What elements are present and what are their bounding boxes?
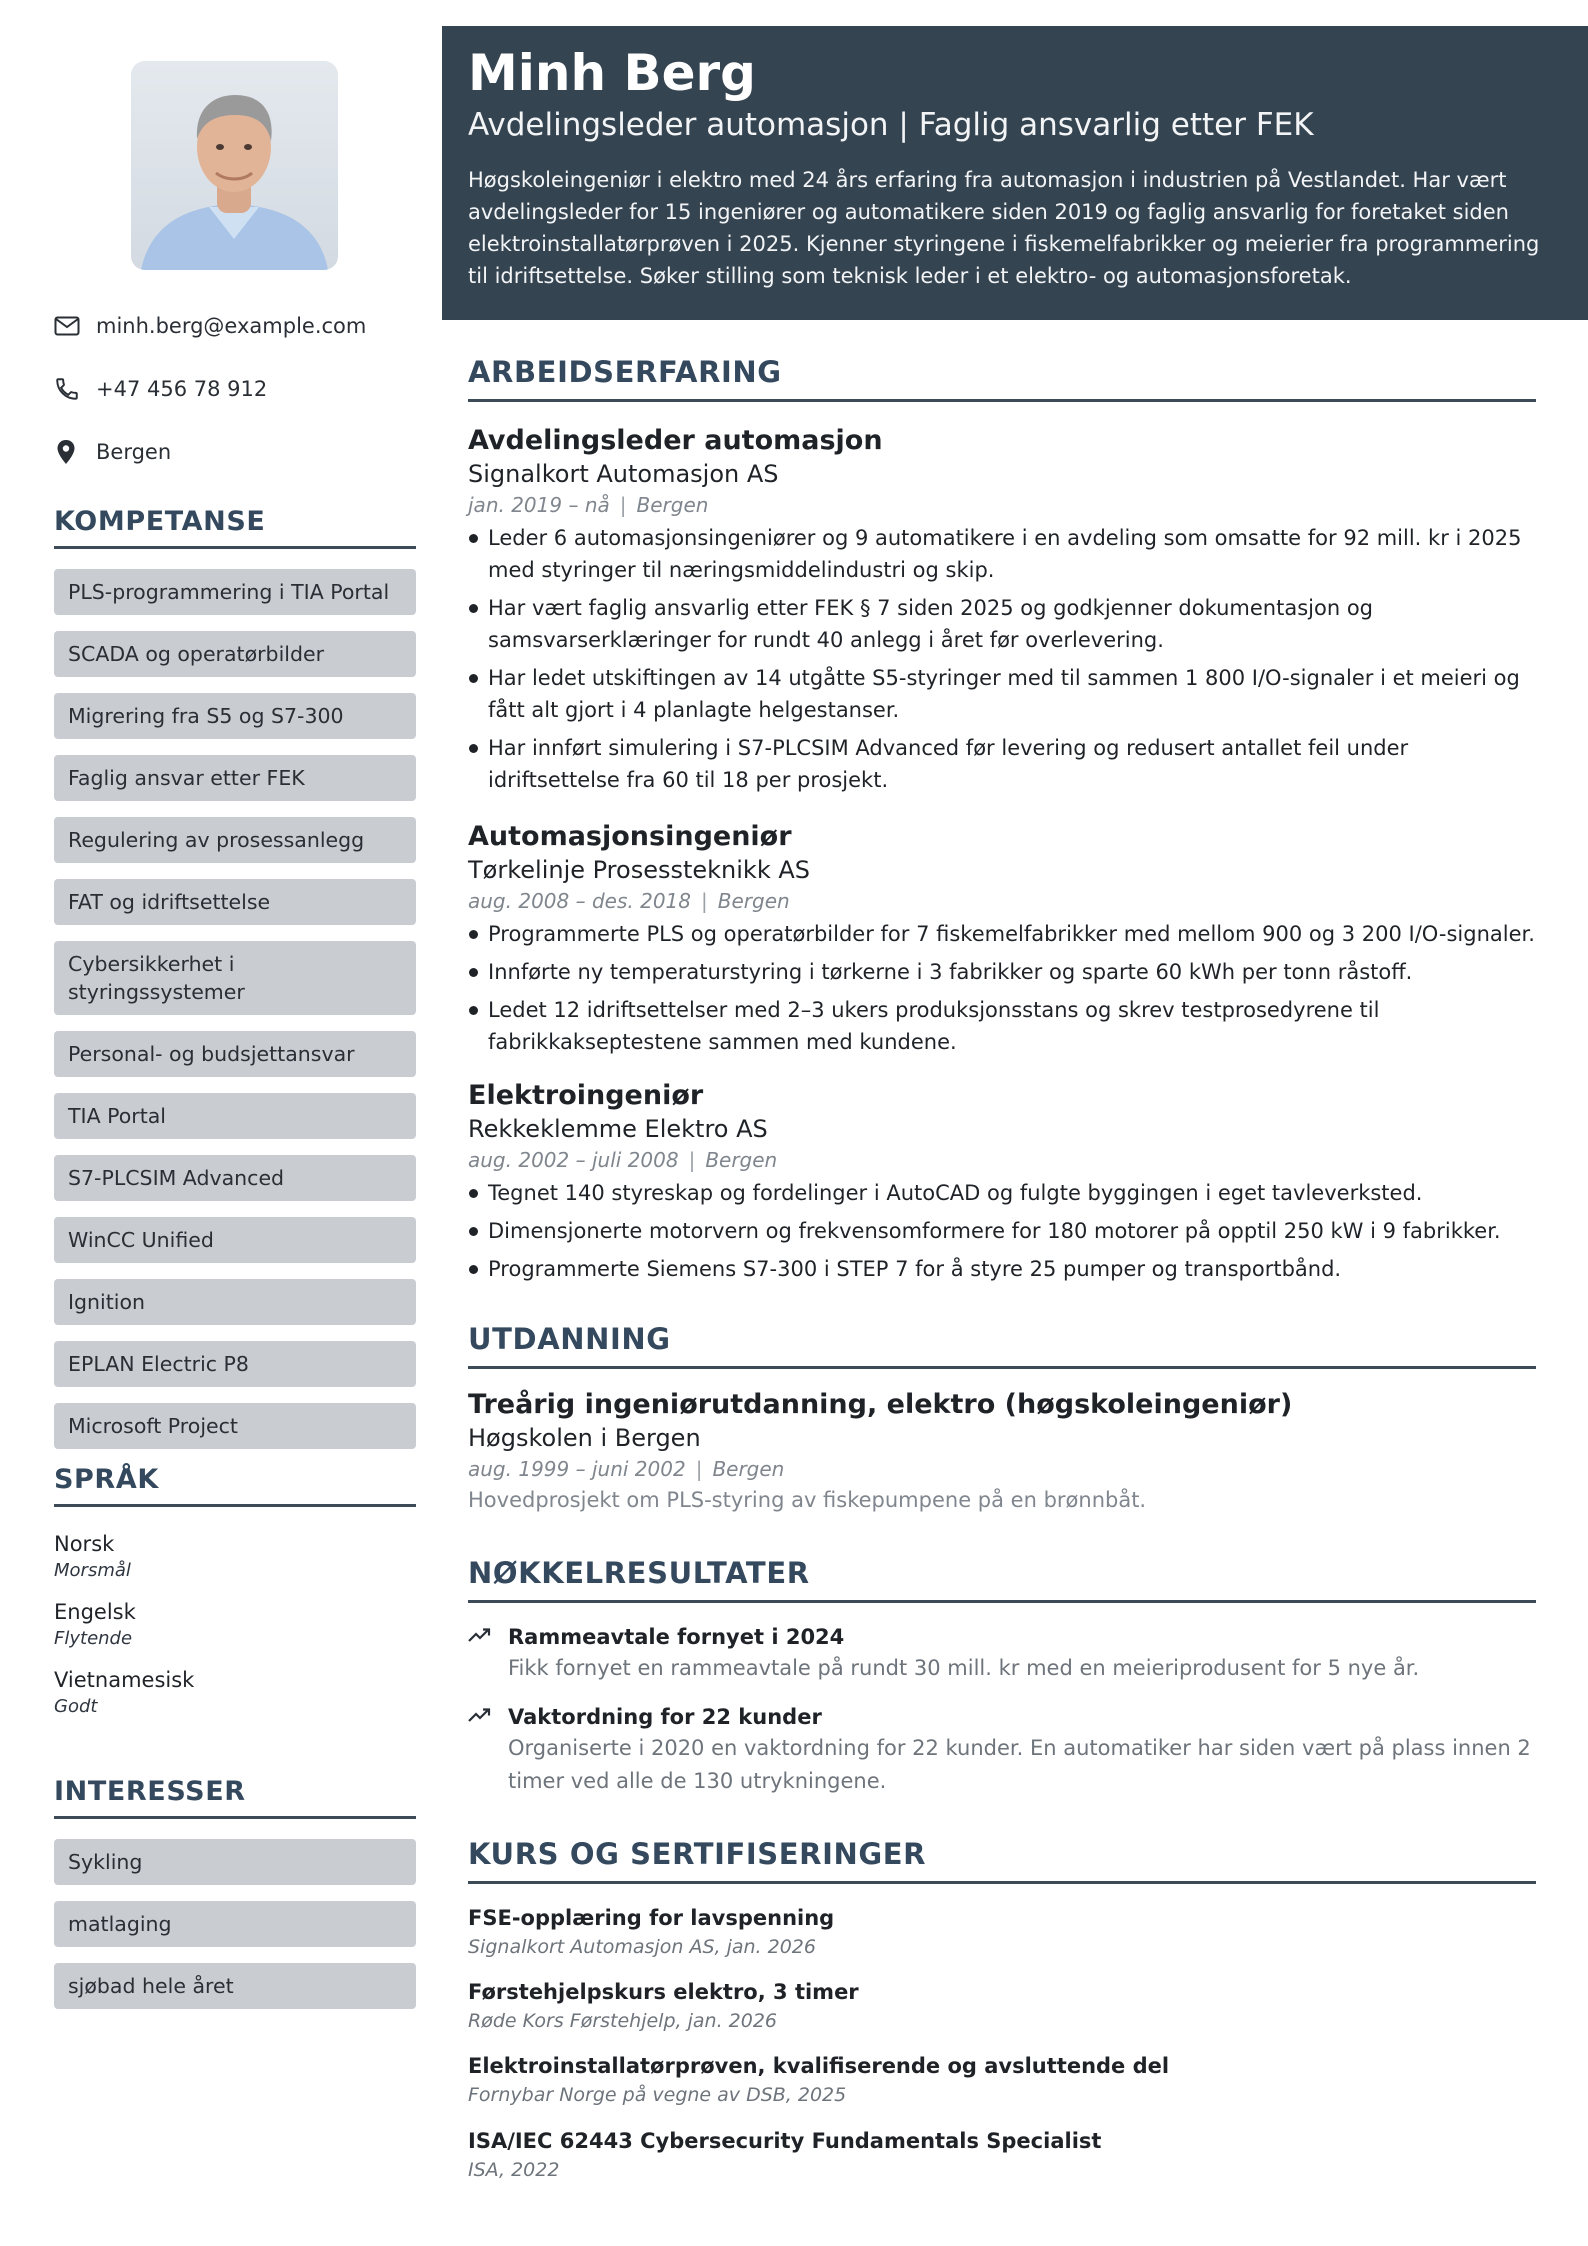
result-title: Rammeavtale fornyet i 2024 <box>508 1625 845 1649</box>
email-text: minh.berg@example.com <box>96 314 367 338</box>
interests-list <box>54 1839 416 2009</box>
certification-item <box>468 2126 1536 2184</box>
skill-chip: TIA Portal <box>54 1093 416 1139</box>
job-location: Bergen <box>705 1148 778 1172</box>
skill-chip: Personal- og budsjettansvar <box>54 1031 416 1077</box>
skills-section <box>54 506 416 1465</box>
job-period: aug. 2008 – des. 2018 <box>468 889 691 913</box>
certification-item <box>468 1977 1536 2035</box>
job-bullet: Programmerte Siemens S7-300 i STEP 7 for å styre 25 pumper og transportbånd. <box>468 1253 1536 1285</box>
interests-heading: INTERESSER <box>54 1776 416 1819</box>
result-description: Organiserte i 2020 en vaktordning for 22 kunder. En automatiker har siden vært på plass innen 2 timer ved alle de 130 utrykningene. <box>508 1736 1531 1793</box>
profile-photo <box>131 61 338 270</box>
job-bullet: Har ledet utskiftingen av 14 utgåtte S5-styringer med til sammen 1 800 I/O-signaler i et meieri og fått alt gjort i 4 planlagte helgestanser. <box>468 662 1536 726</box>
meta-separator: | <box>619 493 627 517</box>
job-period: jan. 2019 – nå <box>468 493 610 517</box>
location-pin-icon <box>54 438 96 466</box>
job-location: Bergen <box>717 889 790 913</box>
results-heading: NØKKELRESULTATER <box>468 1556 1536 1603</box>
job-company: Tørkelinje Prosessteknikk AS <box>468 856 811 884</box>
job-bullets <box>468 1177 1536 1285</box>
certification-meta: Røde Kors Førstehjelp, jan. 2026 <box>468 2010 778 2032</box>
job-bullet: Dimensjonerte motorvern og frekvensomformere for 180 motorer på opptil 250 kW i 9 fabrikker. <box>468 1215 1536 1247</box>
result-description: Fikk fornyet en rammeavtale på rundt 30 mill. kr med en meieriprodusent for 5 nye år. <box>508 1656 1420 1680</box>
skills-heading: KOMPETANSE <box>54 506 416 549</box>
mail-icon <box>54 312 96 340</box>
education-period: aug. 1999 – juni 2002 <box>468 1457 686 1481</box>
skill-chip: Ignition <box>54 1279 416 1325</box>
language-name: Vietnamesisk <box>54 1668 195 1692</box>
languages-heading: SPRÅK <box>54 1464 416 1507</box>
profile-summary: Høgskoleingeniør i elektro med 24 års erfaring fra automasjon i industrien på Vestlandet. Har vært avdelingsleder for 15 ingeniører og automatikere siden 2019 og faglig ansvarlig for foretaket siden elektroinstallatørprøven i 2025. Kjenner styringene i fiskemelfabrikker og meierier fra programmering til idriftsettelse. Søker stilling som teknisk leder i et elektro- og automasjonsforetak. <box>468 168 1540 288</box>
language-name: Engelsk <box>54 1600 136 1624</box>
person-portrait-icon <box>131 61 338 270</box>
certifications-heading: KURS OG SERTIFISERINGER <box>468 1837 1536 1884</box>
job-entry <box>468 1079 1536 1291</box>
phone-text: +47 456 78 912 <box>96 377 268 401</box>
education-description: Hovedprosjekt om PLS-styring av fiskepumpene på en brønnbåt. <box>468 1488 1147 1512</box>
job-bullet: Leder 6 automasjonsingeniører og 9 automatikere i en avdeling som omsatte for 92 mill. kr i 2025 med styringer til næringsmiddelindustri og skip. <box>468 522 1536 586</box>
job-title: Automasjonsingeniør <box>468 821 792 852</box>
certification-meta: Fornybar Norge på vegne av DSB, 2025 <box>468 2084 847 2106</box>
certification-meta: ISA, 2022 <box>468 2159 560 2181</box>
job-bullet: Tegnet 140 styreskap og fordelinger i AutoCAD og fulgte byggingen i eget tavleverksted. <box>468 1177 1536 1209</box>
certification-meta: Signalkort Automasjon AS, jan. 2026 <box>468 1936 816 1958</box>
job-bullet: Innførte ny temperaturstyring i tørkerne i 3 fabrikker og sparte 60 kWh per tonn råstoff. <box>468 956 1536 988</box>
job-location: Bergen <box>636 493 709 517</box>
job-company: Rekkeklemme Elektro AS <box>468 1115 768 1143</box>
contact-phone[interactable] <box>54 375 416 438</box>
job-title: Avdelingsleder automasjon <box>468 425 883 456</box>
profile-header <box>442 26 1588 320</box>
interest-chip: sjøbad hele året <box>54 1963 416 2009</box>
education-meta <box>468 1454 1536 1484</box>
skill-chip: FAT og idriftsettelse <box>54 879 416 925</box>
languages-list <box>54 1529 416 1719</box>
location-text: Bergen <box>96 440 172 464</box>
language-level: Morsmål <box>54 1560 131 1581</box>
result-title: Vaktordning for 22 kunder <box>508 1705 822 1729</box>
meta-separator: | <box>695 1457 703 1481</box>
skills-list <box>54 569 416 1449</box>
job-period: aug. 2002 – juli 2008 <box>468 1148 679 1172</box>
person-name: Minh Berg <box>468 44 756 102</box>
result-item <box>468 1702 1536 1798</box>
meta-separator: | <box>701 889 708 913</box>
interests-section <box>54 1776 416 2025</box>
language-item <box>54 1597 416 1651</box>
school-name: Høgskolen i Bergen <box>468 1424 701 1452</box>
person-title: Avdelingsleder automasjon | Faglig ansvarlig etter FEK <box>468 107 1314 143</box>
skill-chip: Cybersikkerhet i styringssystemer <box>54 941 416 1015</box>
language-item <box>54 1529 416 1583</box>
contact-list <box>54 312 416 501</box>
experience-heading: ARBEIDSERFARING <box>468 355 1536 402</box>
job-title: Elektroingeniør <box>468 1080 704 1111</box>
language-name: Norsk <box>54 1532 115 1556</box>
education-entry <box>468 1388 1536 1516</box>
education-heading: UTDANNING <box>468 1322 1536 1369</box>
degree-title: Treårig ingeniørutdanning, elektro (høgskoleingeniør) <box>468 1389 1293 1420</box>
job-bullet: Programmerte PLS og operatørbilder for 7 fiskemelfabrikker med mellom 900 og 3 200 I/O-signaler. <box>468 918 1536 950</box>
skill-chip: Migrering fra S5 og S7-300 <box>54 693 416 739</box>
interest-chip: matlaging <box>54 1901 416 1947</box>
job-entry <box>468 424 1536 802</box>
languages-section <box>54 1464 416 1733</box>
result-item <box>468 1622 1536 1685</box>
language-level: Flytende <box>54 1628 133 1649</box>
skill-chip: WinCC Unified <box>54 1217 416 1263</box>
meta-separator: | <box>688 1148 696 1172</box>
skill-chip: SCADA og operatørbilder <box>54 631 416 677</box>
job-meta <box>468 490 1536 520</box>
certification-item <box>468 2051 1536 2109</box>
job-entry <box>468 820 1536 1064</box>
skill-chip: EPLAN Electric P8 <box>54 1341 416 1387</box>
phone-icon <box>54 375 96 403</box>
language-item <box>54 1665 416 1719</box>
job-meta <box>468 1145 1536 1175</box>
language-level: Godt <box>54 1696 98 1717</box>
job-bullet: Har innført simulering i S7-PLCSIM Advanced før levering og redusert antallet feil under idriftsettelse fra 60 til 18 per prosjekt. <box>468 732 1536 796</box>
job-bullet: Har vært faglig ansvarlig etter FEK § 7 siden 2025 og godkjenner dokumentasjon og samsvarserklæringer for rundt 40 anlegg i året før overlevering. <box>468 592 1536 656</box>
contact-location <box>54 438 416 501</box>
skill-chip: S7-PLCSIM Advanced <box>54 1155 416 1201</box>
job-bullets <box>468 918 1536 1058</box>
certification-title: ISA/IEC 62443 Cybersecurity Fundamentals Specialist <box>468 2129 1102 2153</box>
job-bullet: Ledet 12 idriftsettelser med 2–3 ukers produksjonsstans og skrev testprosedyrene til fabrikkakseptestene sammen med kundene. <box>468 994 1536 1058</box>
skill-chip: Faglig ansvar etter FEK <box>54 755 416 801</box>
education-location: Bergen <box>712 1457 785 1481</box>
certification-title: Førstehjelpskurs elektro, 3 timer <box>468 1980 859 2004</box>
contact-email[interactable] <box>54 312 416 375</box>
skill-chip: PLS-programmering i TIA Portal <box>54 569 416 615</box>
certification-title: Elektroinstallatørprøven, kvalifiserende og avsluttende del <box>468 2054 1170 2078</box>
job-meta <box>468 886 1536 916</box>
trending-up-icon <box>468 1706 492 1728</box>
certification-title: FSE-opplæring for lavspenning <box>468 1906 835 1930</box>
skill-chip: Microsoft Project <box>54 1403 416 1449</box>
job-company: Signalkort Automasjon AS <box>468 460 779 488</box>
trending-up-icon <box>468 1626 492 1648</box>
job-bullets <box>468 522 1536 796</box>
interest-chip: Sykling <box>54 1839 416 1885</box>
skill-chip: Regulering av prosessanlegg <box>54 817 416 863</box>
certification-item <box>468 1903 1536 1961</box>
